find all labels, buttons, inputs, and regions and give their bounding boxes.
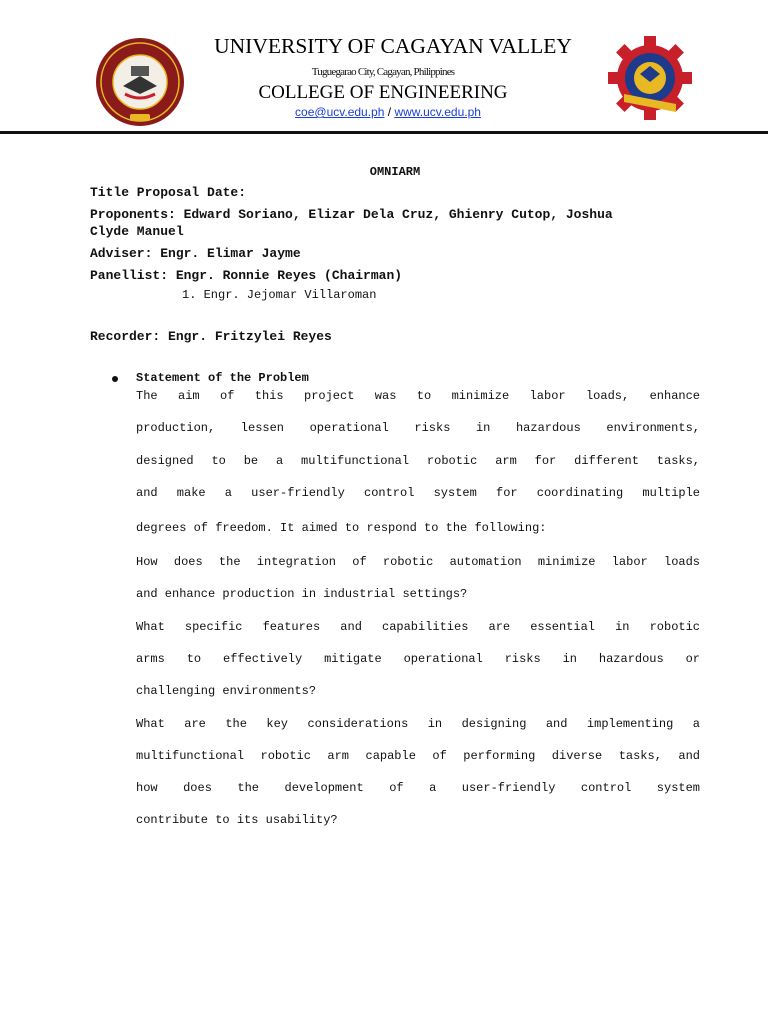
email-link[interactable]: coe@ucv.edu.ph — [295, 105, 385, 119]
title-proposal-date: Title Proposal Date: — [90, 185, 247, 200]
paragraph-line: production, lessen operational risks in hazardous environments, — [136, 421, 700, 435]
paragraph-line: contribute to its usability? — [136, 813, 338, 827]
proponents-line-2: Clyde Manuel — [90, 224, 184, 239]
panellist: Panellist: Engr. Ronnie Reyes (Chairman) — [90, 268, 403, 283]
engineering-gear-logo-icon — [608, 34, 692, 122]
website-link[interactable]: www.ucv.edu.ph — [394, 105, 481, 119]
paragraph-line: and make a user-friendly control system for coordinating multiple — [136, 486, 700, 500]
paragraph-line: How does the integration of robotic automation minimize labor loads — [136, 555, 700, 569]
header-divider — [0, 131, 768, 134]
college-name: COLLEGE OF ENGINEERING — [258, 82, 508, 103]
document-title: OMNIARM — [369, 165, 421, 179]
bullet-icon — [112, 376, 118, 382]
recorder: Recorder: Engr. Fritzylei Reyes — [90, 329, 332, 344]
paragraph-line: and enhance production in industrial settings? — [136, 587, 468, 601]
paragraph-line: What specific features and capabilities are essential in robotic — [136, 620, 700, 634]
university-location: Tuguegarao City, Cagayan, Philippines — [311, 66, 455, 78]
university-name: UNIVERSITY OF CAGAYAN VALLEY — [214, 34, 572, 58]
paragraph-line: challenging environments? — [136, 684, 317, 698]
panel-member: 1. Engr. Jejomar Villaroman — [182, 288, 377, 302]
contact-separator: / — [387, 105, 392, 119]
paragraph-line: arms to effectively mitigate operational risks in hazardous or — [136, 652, 700, 666]
paragraph-line: degrees of freedom. It aimed to respond to the following: — [136, 521, 547, 535]
paragraph-line: how does the development of a user-friendly control system — [136, 781, 700, 795]
section-heading: Statement of the Problem — [136, 371, 309, 385]
letterhead — [0, 0, 768, 132]
paragraph-line: The aim of this project was to minimize labor loads, enhance — [136, 389, 700, 403]
paragraph-line: What are the key considerations in designing and implementing a — [136, 717, 700, 731]
paragraph-line: designed to be a multifunctional robotic arm for different tasks, — [136, 454, 700, 468]
adviser: Adviser: Engr. Elimar Jayme — [90, 246, 301, 261]
proponents-line-1: Proponents: Edward Soriano, Elizar Dela Cruz, Ghienry Cutop, Joshua — [90, 207, 613, 222]
paragraph-line: multifunctional robotic arm capable of performing diverse tasks, and — [136, 749, 700, 763]
